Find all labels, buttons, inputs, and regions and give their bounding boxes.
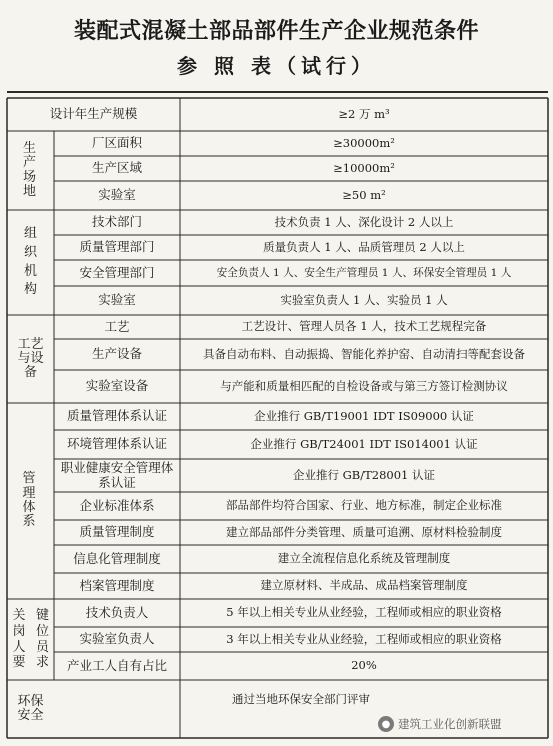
group-org-label: 组 织 机 构 bbox=[23, 225, 37, 298]
group-mgmt-label: 管 理 体 系 bbox=[22, 471, 39, 530]
env-label: 环保安全 bbox=[17, 693, 44, 723]
safe-dept-value: 安全负责人 1 人、安全生产管理员 1 人、环保安全管理员 1 人 bbox=[216, 266, 512, 279]
group-mgmt bbox=[7, 403, 54, 599]
qm-dept-label: 质量管理部门 bbox=[79, 239, 155, 255]
watermark bbox=[378, 713, 553, 735]
group-site-label: 生 产 场 地 bbox=[22, 140, 38, 199]
lab-area-label: 实验室 bbox=[98, 187, 136, 203]
document-subtitle: 参 照 表（试行） bbox=[177, 54, 376, 78]
workers-value: 20% bbox=[351, 658, 377, 673]
scale-value: ≥2 万 m³ bbox=[338, 106, 390, 121]
process-value: 工艺设计、管理人员各 1 人，技术工艺规程完备 bbox=[241, 319, 487, 334]
plant-area-label: 厂区面积 bbox=[91, 135, 142, 151]
std-value: 部品部件均符合国家、行业、地方标准，制定企业标准 bbox=[226, 498, 502, 513]
ems-label: 环境管理体系认证 bbox=[66, 436, 167, 452]
prod-area-value: ≥10000m² bbox=[333, 160, 395, 175]
equip-value: 具备自动布料、自动振捣、智能化养护窑、自动清扫等配套设备 bbox=[203, 346, 525, 361]
watermark-text: 建筑工业化创新联盟 bbox=[398, 717, 502, 731]
group-proc-label: 工艺与设备 bbox=[17, 336, 44, 381]
group-key-b-label: 键 位 员 求 bbox=[35, 608, 49, 671]
std-label: 企业标准体系 bbox=[79, 497, 155, 513]
lab-area-value: ≥50 m² bbox=[342, 187, 386, 202]
qm-dept-value: 质量负责人 1 人、品质管理员 2 人以上 bbox=[263, 239, 465, 254]
group-proc bbox=[7, 315, 54, 403]
lab-staff-value: 实验室负责人 1 人、实验员 1 人 bbox=[280, 292, 448, 307]
archive-value: 建立原材料、半成品、成品档案管理制度 bbox=[260, 578, 468, 593]
qsys-label: 质量管理制度 bbox=[79, 524, 155, 540]
group-key-a bbox=[7, 599, 31, 680]
plant-area-value: ≥30000m² bbox=[333, 135, 395, 150]
lab-equip-label: 实验室设备 bbox=[85, 378, 149, 394]
tech-head-label: 技术负责人 bbox=[85, 604, 149, 620]
ohs-value: 企业推行 GB/T28001 认证 bbox=[292, 467, 436, 482]
safe-dept-label: 安全管理部门 bbox=[79, 264, 155, 280]
lab-head-value: 3 年以上相关专业从业经验，工程师或相应的职业资格 bbox=[226, 631, 502, 646]
tech-dept-label: 技术部门 bbox=[91, 214, 142, 230]
info-value: 建立全流程信息化系统及管理制度 bbox=[277, 551, 451, 566]
env-value: 通过当地环保安全部门评审 bbox=[232, 692, 370, 707]
prod-area-label: 生产区域 bbox=[91, 160, 142, 176]
archive-label: 档案管理制度 bbox=[79, 577, 155, 593]
group-site bbox=[7, 131, 54, 210]
process-label: 工艺 bbox=[104, 318, 130, 334]
group-key-a-label: 关 岗 人 要 bbox=[12, 608, 26, 671]
workers-label: 产业工人自有占比 bbox=[66, 657, 167, 673]
document-title: 装配式混凝土部品部件生产企业规范条件 bbox=[73, 18, 479, 44]
qms-value: 企业推行 GB/T19001 IDT IS09000 认证 bbox=[254, 408, 474, 423]
lab-equip-value: 与产能和质量相匹配的自检设备或与第三方签订检测协议 bbox=[220, 378, 508, 393]
equip-label: 生产设备 bbox=[91, 346, 142, 362]
wechat-icon: ● bbox=[378, 716, 394, 732]
info-label: 信息化管理制度 bbox=[73, 550, 161, 566]
group-key-b bbox=[31, 599, 54, 680]
group-env bbox=[7, 680, 54, 738]
ohs-label: 职业健康安全管理体系认证 bbox=[60, 460, 174, 490]
lab-head-label: 实验室负责人 bbox=[79, 631, 155, 647]
qms-label: 质量管理体系认证 bbox=[66, 408, 167, 424]
scale-label: 设计年生产规模 bbox=[49, 106, 138, 122]
lab-staff-label: 实验室 bbox=[98, 292, 136, 308]
tech-dept-value: 技术负责 1 人、深化设计 2 人以上 bbox=[274, 214, 454, 229]
ems-value: 企业推行 GB/T24001 IDT IS014001 认证 bbox=[250, 436, 478, 451]
qsys-value: 建立部品部件分类管理、质量可追溯、原材料检验制度 bbox=[226, 524, 502, 539]
tech-head-value: 5 年以上相关专业从业经验，工程师或相应的职业资格 bbox=[226, 605, 502, 620]
group-org bbox=[7, 210, 54, 315]
